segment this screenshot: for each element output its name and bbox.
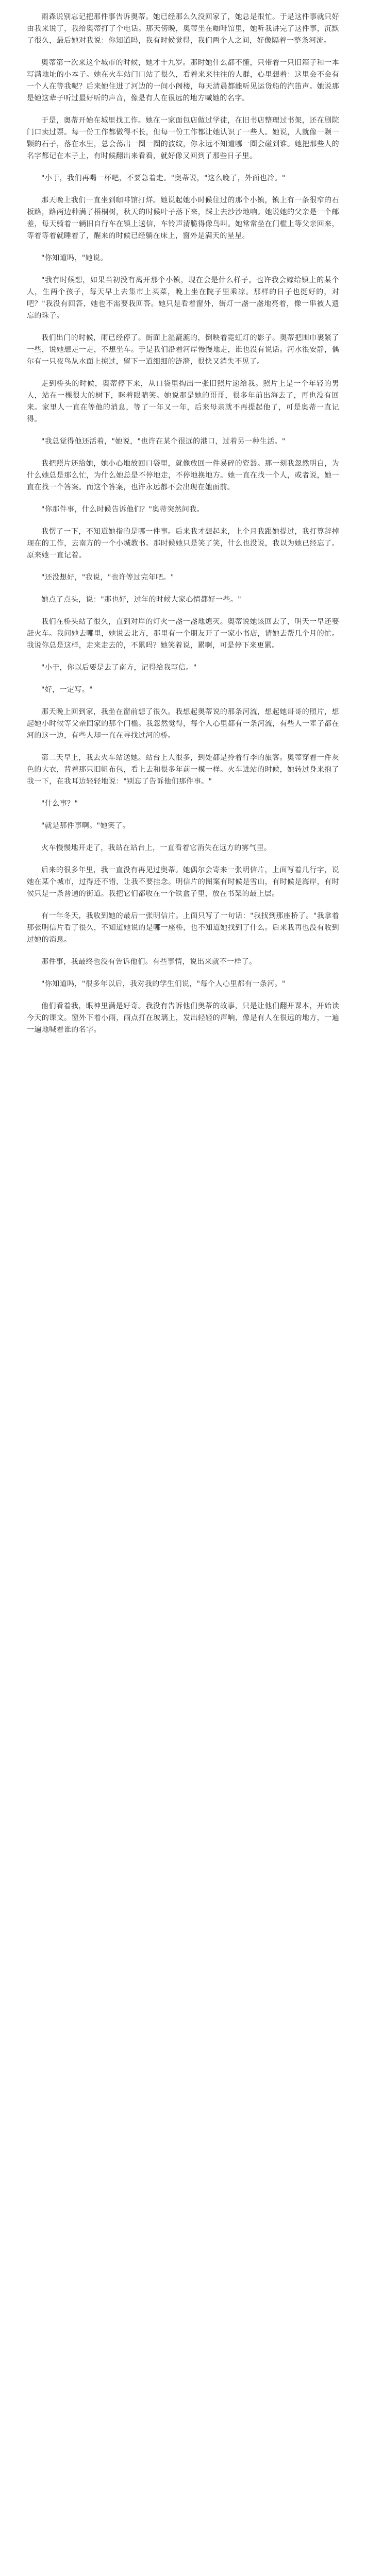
- paragraph: 那天晚上回到家，我坐在窗前想了很久。我想起奥蒂说的那条河流，想起她哥哥的照片，想起她小时候等父亲回家的那个门槛。我忽然觉得，每个人心里都有一条河流，有些人一辈子都在河的这一边，有些人却一直在寻找过河的桥。: [27, 708, 339, 740]
- paragraph: "我有时候想，如果当初没有离开那个小镇，现在会是什么样子。也许我会嫁给镇上的某个人，生两个孩子，每天早上去集市上买菜，晚上坐在院子里乘凉。那样的日子也挺好的，对吧？"我没有回答，她也不需要我回答。她只是看着窗外，街灯一盏一盏地亮着，像一串被人遗忘的珠子。: [27, 276, 339, 320]
- paragraph: 他们看着我，眼神里满是好奇。我没有告诉他们奥蒂的故事，只是让他们翻开课本，开始读今天的课文。窗外下着小雨，雨点打在玻璃上，发出轻轻的声响，像是有人在很远的地方，一遍一遍地喊着谁的名字。: [27, 1002, 339, 1034]
- paragraph: "我总觉得他还活着，"她说，"也许在某个很远的港口，过着另一种生活。": [41, 437, 286, 446]
- paragraph: "还没想好，"我说，"也许等过完年吧。": [41, 573, 174, 582]
- paragraph: 我愣了一下，不知道她指的是哪一件事。后来我才想起来，上个月我跟她提过，我打算辞掉现在的工作，去南方的一个小城教书。那时候她只是笑了笑，什么也没说，我以为她已经忘了。原来她一直记着。: [27, 528, 339, 560]
- paragraph: 我们出门的时候，雨已经停了。街面上湿漉漉的，倒映着霓虹灯的影子。奥蒂把围巾裹紧了一些，说她想走一走，不想坐车。于是我们沿着河岸慢慢地走，谁也没有说话。河水很安静，偶尔有一只夜鸟从水面上掠过，留下一道细细的涟漪，很快又消失不见了。: [27, 334, 339, 366]
- paragraph: "好，一定写。": [41, 686, 93, 694]
- paragraph: 走到桥头的时候，奥蒂停下来，从口袋里掏出一张旧照片递给我。照片上是一个年轻的男人，站在一棵很大的树下，眯着眼睛笑。她说那是她的哥哥，很多年前出海去了，再也没有回来。家里人一直在等他的消息，等了一年又一年，后来母亲就不再提起他了，可是奥蒂一直记得。: [27, 380, 339, 423]
- paragraph: 于是，奥蒂开始在城里找工作。她在一家面包店做过学徒，在旧书店整理过书架，还在剧院门口卖过票。每一份工作都做得不长，但每一份工作都让她认识了一些人。她说，人就像一颗一颗的石子，落在水里，总会荡出一圈一圈的波纹，你永远不知道哪一圈会碰到谁。她把那些人的名字都记在本子上，有时候翻出来看看，就好像又回到了那些日子里。: [27, 116, 339, 160]
- paragraph: 有一年冬天，我收到她的最后一张明信片。上面只写了一句话："我找到那座桥了。"我拿着那张明信片看了很久，不知道她说的是哪一座桥，也不知道她找到了什么。后来我再也没有收到过她的消息。: [27, 912, 339, 944]
- paragraph: 第二天早上，我去火车站送她。站台上人很多，到处都是拎着行李的旅客。奥蒂穿着一件灰色的大衣，背着那只旧帆布包，看上去和很多年前一模一样。火车进站的时候，她转过身来抱了我一下，在我耳边轻轻地说："别忘了告诉他们那件事。": [27, 754, 339, 786]
- paragraph: 火车慢慢地开走了，我站在站台上，一直看着它消失在远方的雾气里。: [41, 844, 272, 852]
- paragraph: "小于，我们再喝一杯吧，不要急着走。"奥蒂说，"这么晚了，外面也冷。": [41, 174, 286, 182]
- paragraph: "就是那件事啊。"她笑了。: [41, 822, 130, 830]
- paragraph: 奥蒂第一次来这个城市的时候，她才十九岁。那时她什么都不懂，只带着一只旧箱子和一本写满地址的小本子。她在火车站门口站了很久，看着来来往往的人群，心里想着：这里会不会有一个人在等我呢？后来她住进了河边的一间小阁楼，每天清晨都能听见运货船的汽笛声。她说那是她这辈子听过最好听的声音，像是有人在很远的地方喊她的名字。: [27, 59, 339, 103]
- paragraph: 后来的很多年里，我一直没有再见过奥蒂。她偶尔会寄来一张明信片，上面写着几行字，说她在某个城市，过得还不错，让我不要挂念。明信片的图案有时候是雪山，有时候是海岸，有时候只是一条普通的街道。我把它们都收在一个铁盒子里，放在书架的最上层。: [27, 866, 339, 898]
- paragraph: 我把照片还给她，她小心地放回口袋里，就像放回一件易碎的瓷器。那一刻我忽然明白，为什么她总是那么忙，为什么她总是不停地走，不停地换地方。她一直在找一个人，或者说，她一直在找一个答案。而这个答案，也许永远都不会出现在她面前。: [27, 460, 339, 492]
- paragraph: 那件事，我最终也没有告诉他们。有些事情，说出来就不一样了。: [41, 958, 257, 966]
- paragraph: "你那件事，什么时候告诉他们？"奥蒂突然问我。: [41, 505, 205, 514]
- paragraph: "什么事？": [41, 800, 78, 808]
- paragraph: 雨森说别忘记把那件事告诉奥蒂。她已经那么久没回家了，她总是很忙。于是这件事就只好由我来说了，我给奥蒂打了个电话。那天傍晚，奥蒂坐在咖啡馆里，她听我讲完了这件事，沉默了很久，最后她对我说：你知道吗，我有时候觉得，我们两个人之间，好像隔着一整条河流。: [27, 13, 339, 45]
- paragraph: 我们在桥头站了很久，直到对岸的灯火一盏一盏地熄灭。奥蒂说她该回去了，明天一早还要赶火车。我问她去哪里，她说去北方，那里有一个朋友开了一家小书店，请她去帮几个月的忙。我说你总是这样，走来走去的，不累吗？她笑着说，累啊，可是停下来更累。: [27, 618, 339, 650]
- paragraph: "小于，你以后要是去了南方，记得给我写信。": [41, 664, 197, 672]
- paragraph: 她点了点头，说："那也好，过年的时候大家心情都好一些。": [41, 596, 242, 604]
- paragraph: "你知道吗，"很多年以后，我对我的学生们说，"每个人心里都有一条河。": [41, 980, 286, 988]
- paragraph: "你知道吗，"她说。: [41, 254, 108, 262]
- paragraph: 那天晚上我们一直坐到咖啡馆打烊。她说起她小时候住过的那个小镇，镇上有一条很窄的石板路，路两边种满了梧桐树，秋天的时候叶子落下来，踩上去沙沙地响。她说她的父亲是一个邮差，每天骑着一辆旧自行车在镇上送信，车铃声清脆得像鸟叫。她常常坐在门槛上等父亲回来，等着等着就睡着了，醒来的时候已经躺在床上，窗外是满天的星星。: [27, 196, 339, 240]
- article-page: [0, 0, 366, 1067]
